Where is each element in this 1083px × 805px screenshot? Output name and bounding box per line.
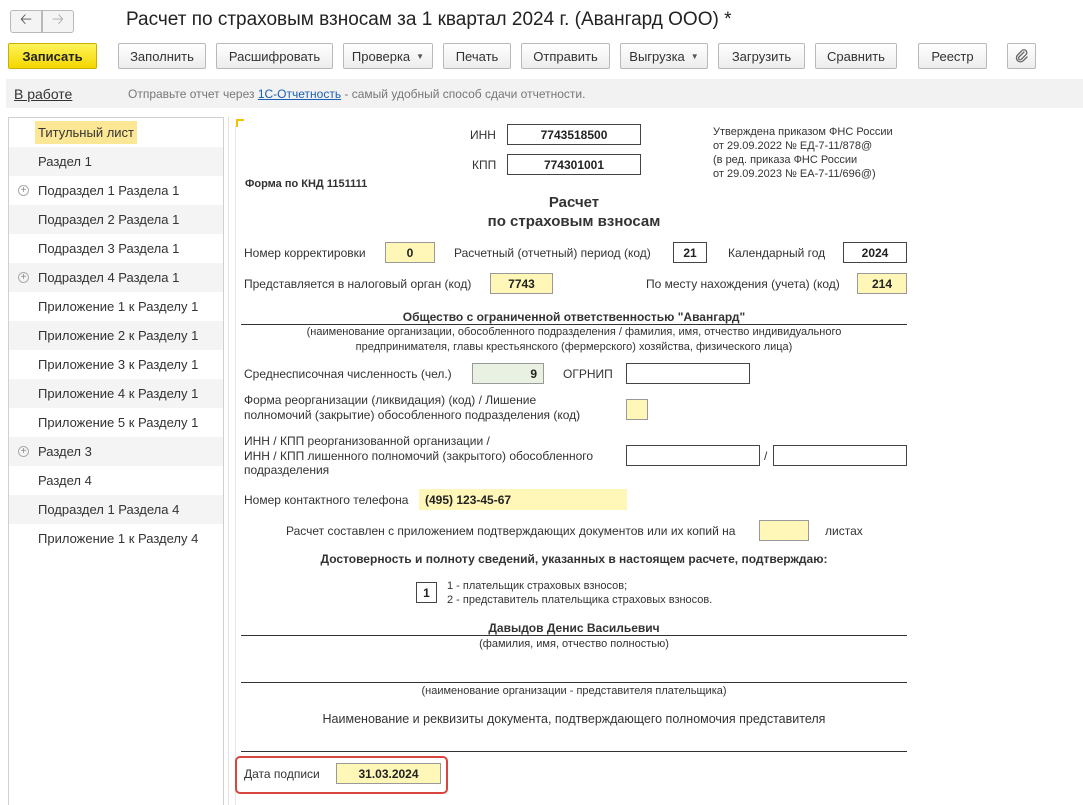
- export-dropdown-button[interactable]: [620, 43, 708, 69]
- sidebar-item-label: Раздел 1: [38, 154, 92, 169]
- sidebar-item-label: Подраздел 1 Раздела 4: [38, 502, 180, 517]
- sidebar-item-section-4[interactable]: [9, 466, 223, 495]
- sidebar-item-subsection-1-4[interactable]: [9, 263, 223, 292]
- check-dropdown-button[interactable]: [343, 43, 433, 69]
- approval-line-2: от 29.09.2022 № ЕД-7-11/878@: [713, 140, 873, 152]
- knd-code: Форма по КНД 1151111: [245, 178, 368, 190]
- correction-field[interactable]: 0: [385, 242, 435, 263]
- compare-button[interactable]: Сравнить: [815, 43, 897, 69]
- reorg-separator: /: [764, 449, 768, 463]
- pane-divider[interactable]: [228, 117, 229, 805]
- sidebar-item-appendix-4-1[interactable]: [9, 524, 223, 553]
- chevron-down-icon: ▼: [416, 51, 425, 61]
- send-button[interactable]: Отправить: [521, 43, 610, 69]
- expand-icon[interactable]: +: [18, 446, 29, 457]
- forward-button[interactable]: [42, 10, 74, 33]
- form-left-border: [235, 126, 236, 805]
- 1c-reporting-link[interactable]: 1С-Отчетность: [257, 87, 342, 101]
- sidebar-item-section-1[interactable]: [9, 147, 223, 176]
- sidebar-item-label: Приложение 4 к Разделу 1: [38, 386, 199, 401]
- sidebar-item-label: Приложение 2 к Разделу 1: [38, 328, 199, 343]
- reorg-innkpp-label-2: ИНН / КПП лишенного полномочий (закрытого) обособленного: [244, 449, 594, 463]
- ogrnip-field[interactable]: [626, 363, 750, 384]
- sidebar-item-label: Подраздел 1 Раздела 1: [38, 183, 180, 198]
- info-message: [128, 87, 585, 101]
- location-field[interactable]: 214: [857, 273, 907, 294]
- sidebar-item-subsection-4-1[interactable]: [9, 495, 223, 524]
- info-text-after: - самый удобный способ сдачи отчетности.: [341, 87, 586, 101]
- period-label: Расчетный (отчетный) период (код): [454, 246, 651, 260]
- kpp-field[interactable]: 774301001: [507, 154, 641, 175]
- period-field[interactable]: 21: [673, 242, 707, 263]
- tax-authority-label: Представляется в налоговый орган (код): [244, 277, 472, 291]
- inn-field[interactable]: 7743518500: [507, 124, 641, 145]
- sidebar-item-subsection-1-3[interactable]: [9, 234, 223, 263]
- save-button[interactable]: Записать: [8, 43, 97, 69]
- attach-suffix: листах: [825, 524, 863, 538]
- org-name-underline: [241, 324, 907, 325]
- fill-button[interactable]: Заполнить: [118, 43, 206, 69]
- info-text-before: Отправьте отчет через: [128, 87, 258, 101]
- expand-icon[interactable]: +: [18, 272, 29, 283]
- export-label: Выгрузка: [629, 48, 685, 64]
- reorg-innkpp-label-3: подразделения: [244, 463, 330, 477]
- confirm-heading: Достоверность и полноту сведений, указанных в настоящем расчете, подтверждаю:: [320, 552, 828, 566]
- sidebar-item-label: Титульный лист: [35, 121, 137, 144]
- sidebar-item-subsection-1-2[interactable]: [9, 205, 223, 234]
- sign-date-field[interactable]: 31.03.2024: [336, 763, 441, 784]
- authority-doc-underline[interactable]: [241, 751, 907, 752]
- attach-pages-field[interactable]: [759, 520, 809, 541]
- signer-option-2: 2 - представитель плательщика страховых взносов.: [447, 594, 713, 606]
- headcount-label: Среднесписочная численность (чел.): [244, 367, 452, 381]
- sidebar-item-label: Приложение 5 к Разделу 1: [38, 415, 199, 430]
- signer-name[interactable]: Давыдов Денис Васильевич: [488, 621, 660, 635]
- phone-label: Номер контактного телефона: [244, 493, 409, 507]
- signer-caption: (фамилия, имя, отчество полностью): [479, 638, 669, 650]
- reorg-code-field[interactable]: [626, 399, 648, 420]
- sign-date-label: Дата подписи: [244, 767, 320, 781]
- back-button[interactable]: [10, 10, 42, 33]
- ogrnip-label: ОГРНИП: [563, 367, 613, 381]
- section-tree: [8, 117, 224, 805]
- sidebar-item-label: Подраздел 2 Раздела 1: [38, 212, 180, 227]
- sidebar-item-appendix-1-4[interactable]: [9, 379, 223, 408]
- registry-button[interactable]: Реестр: [918, 43, 987, 69]
- org-name[interactable]: Общество с ограниченной ответственностью "Авангард": [402, 310, 746, 324]
- sidebar-item-label: Подраздел 3 Раздела 1: [38, 241, 180, 256]
- paperclip-icon: [1015, 49, 1029, 63]
- sidebar-item-section-3[interactable]: [9, 437, 223, 466]
- authority-doc-caption: Наименование и реквизиты документа, подтверждающего полномочия представителя: [322, 712, 826, 726]
- correction-label: Номер корректировки: [244, 246, 366, 260]
- form-title-line-1: Расчет: [548, 194, 600, 211]
- sidebar-item-label: Приложение 3 к Разделу 1: [38, 357, 199, 372]
- sidebar-item-label: Раздел 3: [38, 444, 92, 459]
- form-corner-mark: [236, 119, 244, 127]
- representative-underline[interactable]: [241, 682, 907, 683]
- status-link[interactable]: В работе: [14, 86, 73, 102]
- reorg-inn-field[interactable]: [626, 445, 760, 466]
- load-button[interactable]: Загрузить: [718, 43, 805, 69]
- attach-button[interactable]: [1007, 43, 1036, 69]
- approval-line-3: (в ред. приказа ФНС России: [713, 154, 858, 166]
- sidebar-item-appendix-1-2[interactable]: [9, 321, 223, 350]
- reorg-innkpp-label-1: ИНН / КПП реорганизованной организации /: [244, 434, 490, 448]
- org-caption-1: (наименование организации, обособленного подразделения / фамилия, имя, отчество индивидуального: [306, 326, 842, 338]
- sidebar-item-appendix-1-5[interactable]: [9, 408, 223, 437]
- check-label: Проверка: [351, 48, 411, 64]
- chevron-down-icon: ▼: [690, 51, 699, 61]
- phone-field[interactable]: (495) 123-45-67: [419, 489, 627, 510]
- kpp-label: КПП: [472, 158, 497, 172]
- signer-name-underline: [241, 635, 907, 636]
- form-title-line-2: по страховым взносам: [487, 213, 661, 230]
- sidebar-item-subsection-1-1[interactable]: [9, 176, 223, 205]
- reorg-kpp-field[interactable]: [773, 445, 907, 466]
- reorg-label-1: Форма реорганизации (ликвидация) (код) / Лишение: [244, 393, 537, 407]
- sidebar-item-appendix-1-3[interactable]: [9, 350, 223, 379]
- expand-icon[interactable]: +: [18, 185, 29, 196]
- year-label: Календарный год: [728, 246, 826, 260]
- sidebar-item-label: Приложение 1 к Разделу 1: [38, 299, 199, 314]
- attach-label: Расчет составлен с приложением подтверждающих документов или их копий на: [286, 524, 736, 538]
- year-field[interactable]: 2024: [843, 242, 907, 263]
- signer-option-1: 1 - плательщик страховых взносов;: [447, 580, 628, 592]
- approval-line-4: от 29.09.2023 № ЕА-7-11/696@): [713, 168, 876, 180]
- arrow-right-icon: 🡢: [51, 11, 65, 28]
- document-title: Расчет по страховым взносам за 1 квартал 2024 г. (Авангард ООО) *: [126, 9, 732, 30]
- sidebar-item-label: Раздел 4: [38, 473, 92, 488]
- org-caption-2: предпринимателя, главы крестьянского (фермерского) хозяйства, физического лица): [355, 341, 793, 353]
- tax-authority-field[interactable]: 7743: [490, 273, 553, 294]
- location-label: По месту нахождения (учета) (код): [646, 277, 840, 291]
- representative-caption: (наименование организации - представителя плательщика): [421, 685, 727, 697]
- inn-label: ИНН: [470, 128, 496, 142]
- sidebar-item-appendix-1-1[interactable]: [9, 292, 223, 321]
- print-button[interactable]: Печать: [443, 43, 511, 69]
- signer-code-field[interactable]: 1: [416, 582, 437, 603]
- sidebar-item-label: Приложение 1 к Разделу 4: [38, 531, 199, 546]
- approval-line-1: Утверждена приказом ФНС России: [713, 126, 893, 138]
- sidebar-item-label: Подраздел 4 Раздела 1: [38, 270, 180, 285]
- arrow-left-icon: 🡠: [19, 11, 33, 28]
- decode-button[interactable]: Расшифровать: [216, 43, 333, 69]
- headcount-field[interactable]: 9: [472, 363, 544, 384]
- reorg-label-2: полномочий (закрытие) обособленного подразделения (код): [244, 408, 581, 422]
- sidebar-item-title-page[interactable]: [9, 118, 223, 147]
